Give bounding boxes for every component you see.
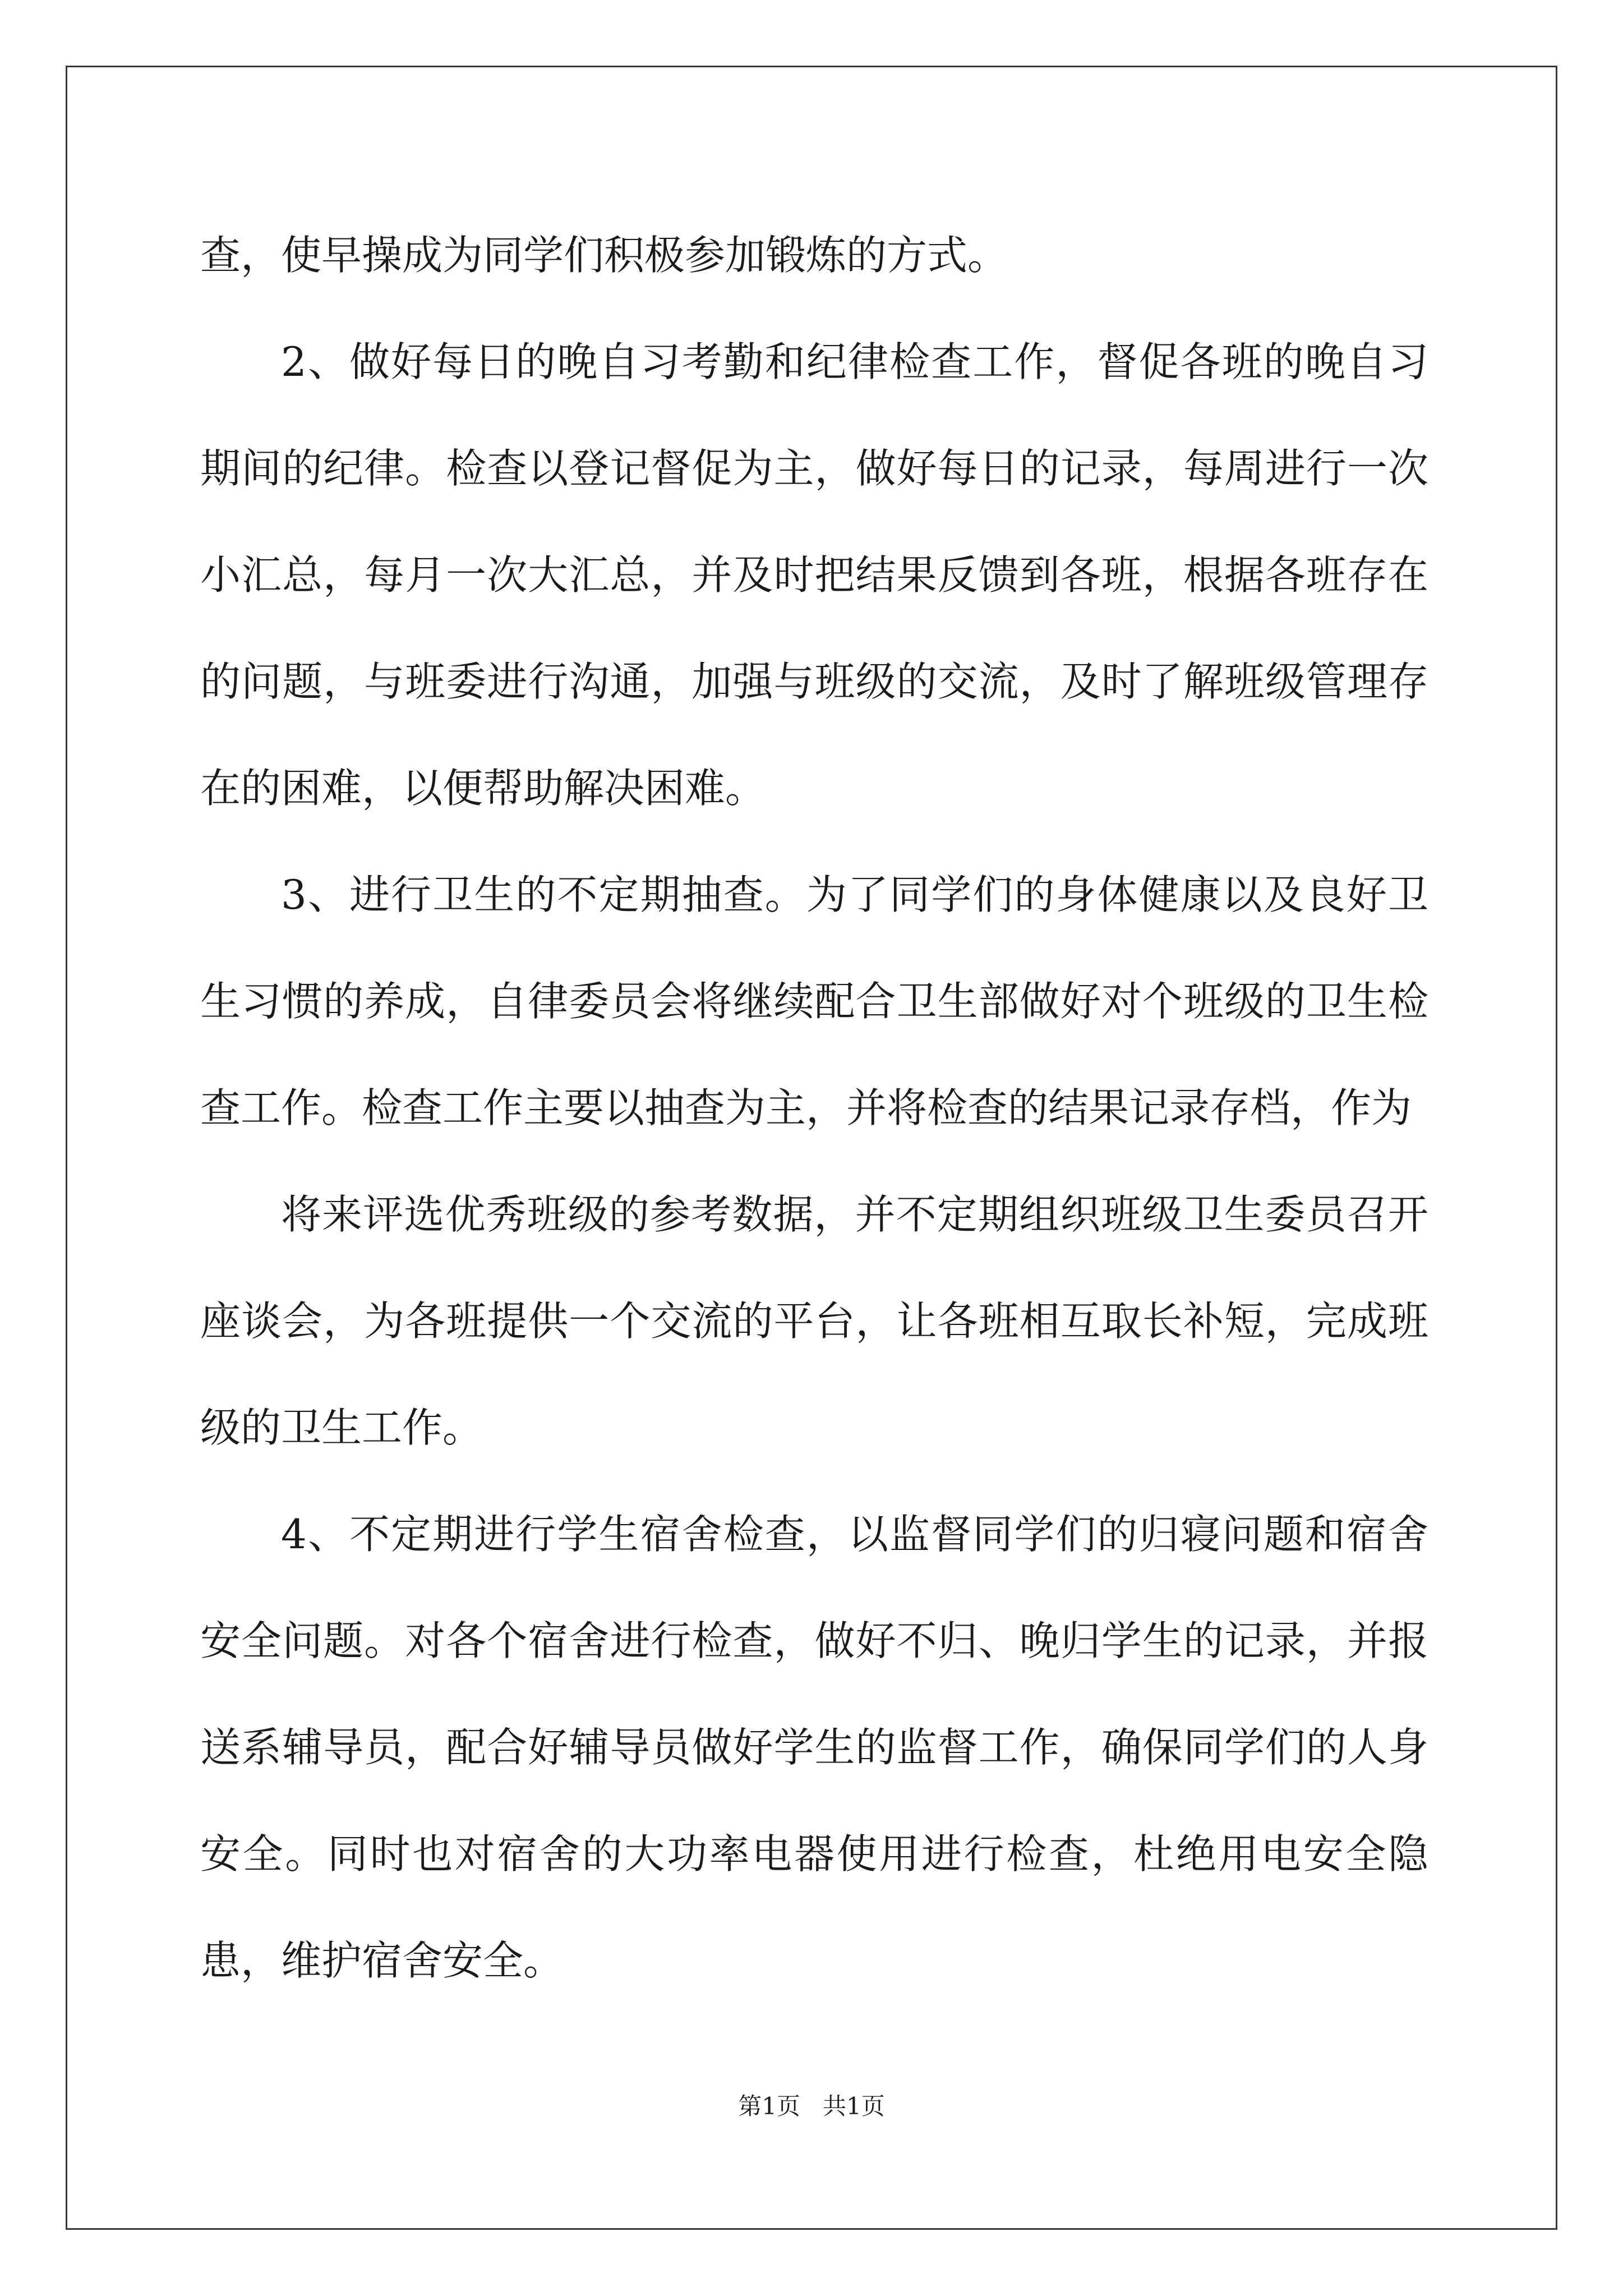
paragraph-item-2: 2、做好每日的晚自习考勤和纪律检查工作，督促各班的晚自习期间的纪律。检查以登记督促为主，做好每日的记录，每周进行一次小汇总，每月一次大汇总，并及时把结果反馈到各班，根据各班存在的问题，与班委进行沟通，加强与班级的交流，及时了解班级管理存在的困难，以便帮助解决困难。 xyxy=(200,338,1428,812)
paragraph-item-3-continued: 将来评选优秀班级的参考数据，并不定期组织班级卫生委员召开座谈会，为各班提供一个交流的平台，让各班相互取长补短，完成班级的卫生工作。 xyxy=(200,1191,1428,1451)
paragraph-item-4: 4、不定期进行学生宿舍检查，以监督同学们的归寝问题和宿舍安全问题。对各个宿舍进行检查，做好不归、晚归学生的记录，并报送系辅导员，配合好辅导员做好学生的监督工作，确保同学们的人身安全。同时也对宿舍的大功率电器使用进行检查，杜绝用电安全隐患，维护宿舍安全。 xyxy=(200,1511,1428,1984)
page-number-footer: 第1页 共1页 xyxy=(738,2092,885,2120)
paragraph-continuation: 查，使早操成为同学们积极参加锻炼的方式。 xyxy=(200,232,1008,279)
paragraph-item-3: 3、进行卫生的不定期抽查。为了同学们的身体健康以及良好卫生习惯的养成，自律委员会将继续配合卫生部做好对个班级的卫生检查工作。检查工作主要以抽查为主，并将检查的结果记录存档，作为 xyxy=(200,871,1428,1131)
document-body xyxy=(200,202,1428,2014)
